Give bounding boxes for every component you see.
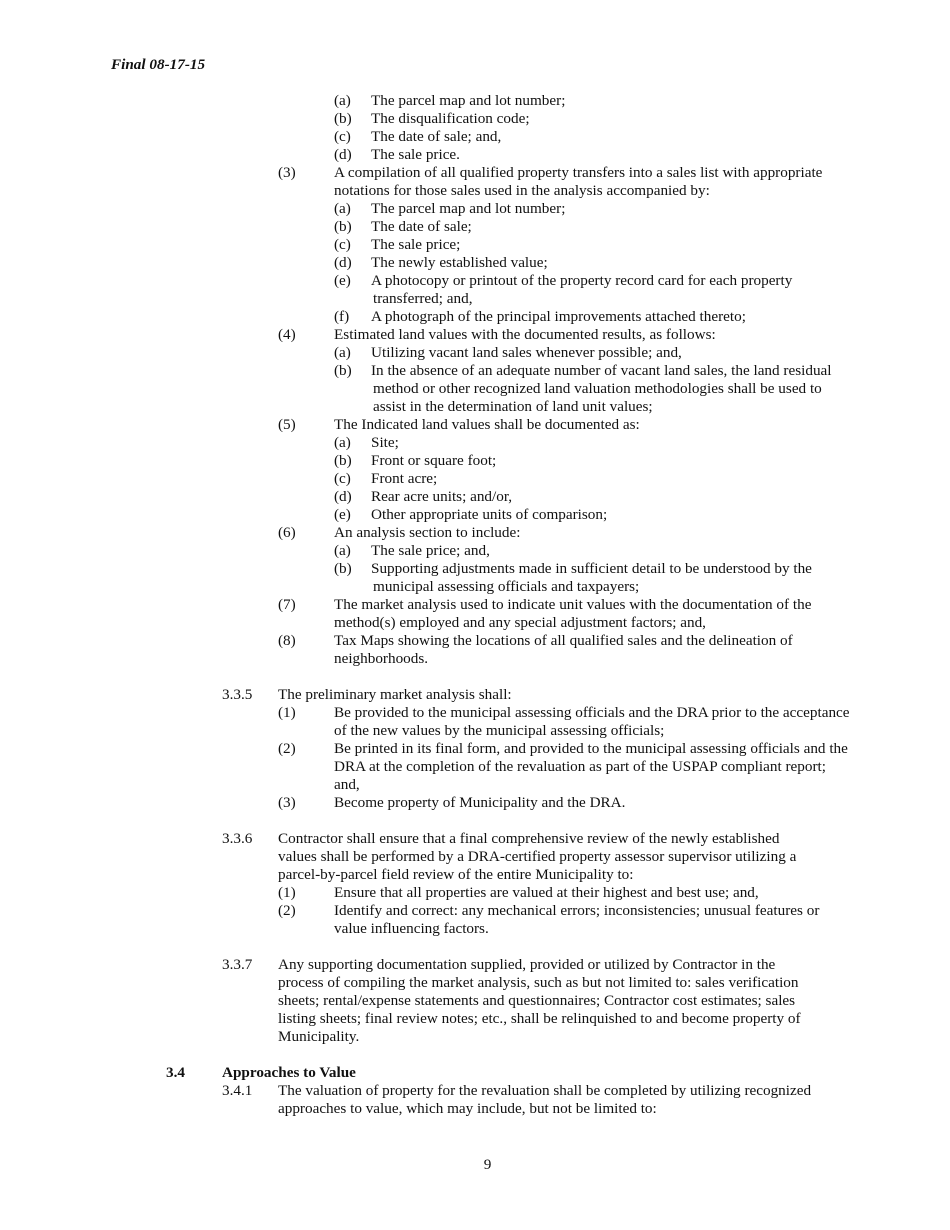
item-text: Front or square foot; xyxy=(371,452,497,469)
item-label: 3.3.5 xyxy=(222,686,253,703)
item-text: The date of sale; and, xyxy=(371,128,502,145)
item-text: Contractor shall ensure that a final comprehensive review of the newly established xyxy=(278,830,780,847)
item-text-continued: municipal assessing officials and taxpayers; xyxy=(373,578,640,595)
item-label: 3.3.6 xyxy=(222,830,253,847)
item-text: Tax Maps showing the locations of all qualified sales and the delineation of xyxy=(334,632,793,649)
item-label: (b) xyxy=(334,560,352,577)
document-header: Final 08-17-15 xyxy=(111,56,206,73)
item-text: The valuation of property for the revaluation shall be completed by utilizing recognized xyxy=(278,1082,812,1099)
item-text: Utilizing vacant land sales whenever possible; and, xyxy=(371,344,682,361)
item-label: (7) xyxy=(278,596,296,613)
item-label: (3) xyxy=(278,164,296,181)
item-label: (b) xyxy=(334,218,352,235)
item-text: The parcel map and lot number; xyxy=(371,92,566,109)
item-label: 3.4.1 xyxy=(222,1082,253,1099)
item-text: A photograph of the principal improvements attached thereto; xyxy=(371,308,746,325)
item-text-continued: process of compiling the market analysis, such as but not limited to: sales verification xyxy=(278,974,799,991)
item-text: The date of sale; xyxy=(371,218,472,235)
item-text: The sale price. xyxy=(371,146,460,163)
item-text-continued: neighborhoods. xyxy=(334,650,429,667)
item-label: (c) xyxy=(334,236,351,253)
item-label: (b) xyxy=(334,362,352,379)
item-text-continued: transferred; and, xyxy=(373,290,473,307)
item-text: The disqualification code; xyxy=(371,110,530,127)
item-label: (f) xyxy=(334,308,350,325)
item-text-continued: and, xyxy=(334,776,360,793)
item-text-continued: parcel-by-parcel field review of the entire Municipality to: xyxy=(278,866,634,883)
item-label: (6) xyxy=(278,524,296,541)
item-text: The market analysis used to indicate unit values with the documentation of the xyxy=(334,596,812,613)
item-text: The newly established value; xyxy=(371,254,548,271)
item-label: (4) xyxy=(278,326,296,343)
item-text-continued: method or other recognized land valuation methodologies shall be used to xyxy=(373,380,822,397)
item-label: (c) xyxy=(334,128,351,145)
item-label: (5) xyxy=(278,416,296,433)
item-label: (b) xyxy=(334,110,352,127)
item-label: (b) xyxy=(334,452,352,469)
item-label: 3.4 xyxy=(166,1064,185,1081)
item-text-continued: listing sheets; final review notes; etc., shall be relinquished to and become property of xyxy=(278,1010,801,1027)
item-text-continued: DRA at the completion of the revaluation as part of the USPAP compliant report; xyxy=(334,758,826,775)
item-label: (3) xyxy=(278,794,296,811)
item-text-continued: values shall be performed by a DRA-certified property assessor supervisor utilizing a xyxy=(278,848,797,865)
item-text-continued: assist in the determination of land unit values; xyxy=(373,398,653,415)
item-text: In the absence of an adequate number of vacant land sales, the land residual xyxy=(371,362,832,379)
item-label: (a) xyxy=(334,434,351,451)
item-label: 3.3.7 xyxy=(222,956,253,973)
item-text: Site; xyxy=(371,434,399,451)
item-label: (8) xyxy=(278,632,296,649)
item-text-continued: notations for those sales used in the analysis accompanied by: xyxy=(334,182,710,199)
item-label: (c) xyxy=(334,470,351,487)
item-label: (1) xyxy=(278,704,296,721)
item-label: (a) xyxy=(334,92,351,109)
item-text: The preliminary market analysis shall: xyxy=(278,686,512,703)
item-text: Identify and correct: any mechanical errors; inconsistencies; unusual features or xyxy=(334,902,820,919)
item-text: Approaches to Value xyxy=(222,1064,356,1081)
item-label: (e) xyxy=(334,272,351,289)
item-text: Supporting adjustments made in sufficient detail to be understood by the xyxy=(371,560,812,577)
item-text: Ensure that all properties are valued at their highest and best use; and, xyxy=(334,884,759,901)
item-label: (1) xyxy=(278,884,296,901)
item-text: The sale price; xyxy=(371,236,461,253)
item-text: Other appropriate units of comparison; xyxy=(371,506,608,523)
item-text-continued: value influencing factors. xyxy=(334,920,489,937)
item-text: Be printed in its final form, and provided to the municipal assessing officials and the xyxy=(334,740,848,757)
item-text: Estimated land values with the documented results, as follows: xyxy=(334,326,716,343)
item-text: A photocopy or printout of the property record card for each property xyxy=(371,272,793,289)
item-label: (a) xyxy=(334,344,351,361)
item-text-continued: method(s) employed and any special adjustment factors; and, xyxy=(334,614,706,631)
item-label: (d) xyxy=(334,146,352,163)
item-label: (2) xyxy=(278,902,296,919)
item-label: (e) xyxy=(334,506,351,523)
item-text: The Indicated land values shall be documented as: xyxy=(334,416,640,433)
item-text: Be provided to the municipal assessing officials and the DRA prior to the acceptance xyxy=(334,704,850,721)
item-label: (d) xyxy=(334,254,352,271)
item-label: (a) xyxy=(334,542,351,559)
item-text-continued: of the new values by the municipal assessing officials; xyxy=(334,722,665,739)
item-text: Become property of Municipality and the DRA. xyxy=(334,794,626,811)
item-label: (d) xyxy=(334,488,352,505)
item-text-continued: approaches to value, which may include, but not be limited to: xyxy=(278,1100,657,1117)
item-text: A compilation of all qualified property transfers into a sales list with appropriate xyxy=(334,164,823,181)
item-text: Any supporting documentation supplied, provided or utilized by Contractor in the xyxy=(278,956,776,973)
item-text: An analysis section to include: xyxy=(334,524,521,541)
item-text-continued: Municipality. xyxy=(278,1028,360,1045)
item-label: (2) xyxy=(278,740,296,757)
item-text: Front acre; xyxy=(371,470,438,487)
item-text: Rear acre units; and/or, xyxy=(371,488,513,505)
item-text-continued: sheets; rental/expense statements and questionnaires; Contractor cost estimates; sales xyxy=(278,992,796,1009)
item-text: The parcel map and lot number; xyxy=(371,200,566,217)
item-text: The sale price; and, xyxy=(371,542,490,559)
item-label: (a) xyxy=(334,200,351,217)
page-number: 9 xyxy=(483,1156,492,1173)
